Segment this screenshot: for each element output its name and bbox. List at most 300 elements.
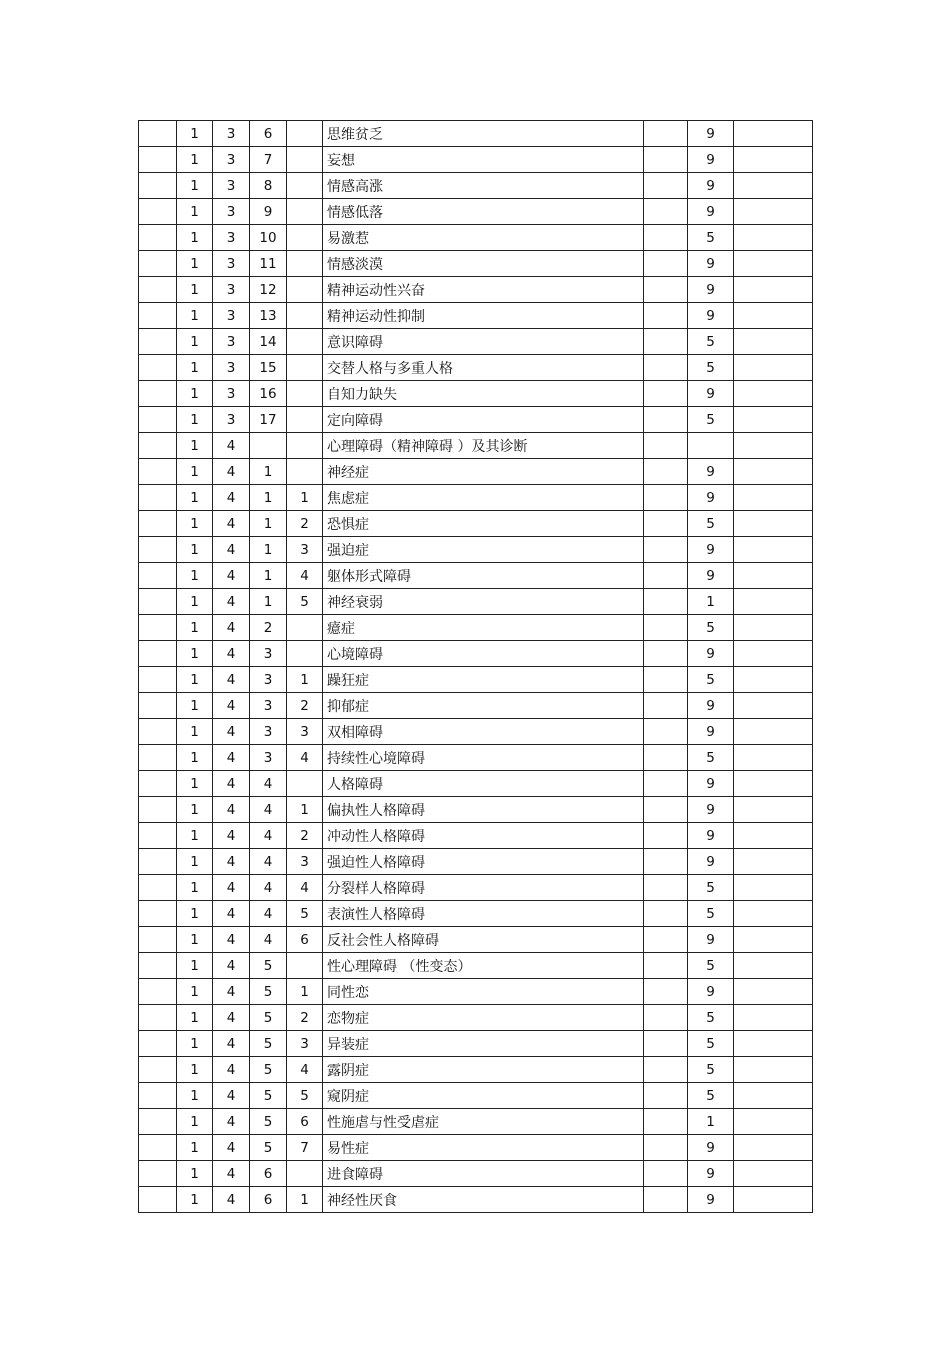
item-name-cell: 躯体形式障碍 (323, 563, 644, 589)
score-cell: 9 (688, 693, 734, 719)
item-name-cell: 强迫症 (323, 537, 644, 563)
level1-cell: 1 (177, 355, 213, 381)
level3-cell: 17 (250, 407, 287, 433)
blank-cell (644, 641, 688, 667)
blank-cell (734, 381, 813, 407)
blank-cell (644, 589, 688, 615)
level1-cell: 1 (177, 303, 213, 329)
blank-cell (139, 875, 177, 901)
level1-cell: 1 (177, 1057, 213, 1083)
blank-cell (644, 251, 688, 277)
score-cell: 9 (688, 303, 734, 329)
item-name-cell: 神经症 (323, 459, 644, 485)
level4-cell: 5 (287, 589, 323, 615)
level2-cell: 4 (213, 1005, 250, 1031)
level4-cell: 2 (287, 823, 323, 849)
score-cell: 5 (688, 875, 734, 901)
level3-cell: 2 (250, 615, 287, 641)
item-name-cell: 进食障碍 (323, 1161, 644, 1187)
level4-cell (287, 121, 323, 147)
item-name-cell: 窥阴症 (323, 1083, 644, 1109)
table-row (139, 1083, 813, 1109)
table-row (139, 693, 813, 719)
blank-cell (734, 459, 813, 485)
blank-cell (734, 693, 813, 719)
blank-cell (139, 1057, 177, 1083)
blank-cell (644, 1057, 688, 1083)
level1-cell: 1 (177, 485, 213, 511)
item-name-cell: 偏执性人格障碍 (323, 797, 644, 823)
level4-cell: 1 (287, 1187, 323, 1213)
level2-cell: 4 (213, 1109, 250, 1135)
blank-cell (734, 251, 813, 277)
blank-cell (139, 147, 177, 173)
level3-cell: 5 (250, 953, 287, 979)
level3-cell: 12 (250, 277, 287, 303)
blank-cell (734, 667, 813, 693)
table-row (139, 1187, 813, 1213)
blank-cell (644, 953, 688, 979)
blank-cell (139, 927, 177, 953)
level4-cell: 3 (287, 1031, 323, 1057)
score-cell: 5 (688, 953, 734, 979)
level3-cell: 5 (250, 979, 287, 1005)
level3-cell: 4 (250, 927, 287, 953)
item-name-cell: 焦虑症 (323, 485, 644, 511)
blank-cell (139, 901, 177, 927)
table-row (139, 1005, 813, 1031)
blank-cell (734, 1031, 813, 1057)
table-row (139, 797, 813, 823)
blank-cell (139, 251, 177, 277)
level2-cell: 4 (213, 433, 250, 459)
level4-cell: 5 (287, 1083, 323, 1109)
blank-cell (644, 1109, 688, 1135)
item-name-cell: 躁狂症 (323, 667, 644, 693)
table-row (139, 433, 813, 459)
blank-cell (734, 511, 813, 537)
item-name-cell: 精神运动性抑制 (323, 303, 644, 329)
level4-cell (287, 173, 323, 199)
level1-cell: 1 (177, 797, 213, 823)
level3-cell: 5 (250, 1083, 287, 1109)
table-row (139, 1057, 813, 1083)
level1-cell: 1 (177, 433, 213, 459)
blank-cell (734, 771, 813, 797)
level2-cell: 4 (213, 641, 250, 667)
level3-cell: 6 (250, 1161, 287, 1187)
item-name-cell: 心理障碍（精神障碍 ）及其诊断 (323, 433, 644, 459)
table-body (139, 121, 813, 1213)
item-name-cell: 露阴症 (323, 1057, 644, 1083)
item-name-cell: 恋物症 (323, 1005, 644, 1031)
blank-cell (734, 199, 813, 225)
score-cell: 9 (688, 147, 734, 173)
score-cell: 9 (688, 121, 734, 147)
blank-cell (644, 199, 688, 225)
level2-cell: 4 (213, 1187, 250, 1213)
table-row (139, 121, 813, 147)
table-row (139, 277, 813, 303)
level2-cell: 4 (213, 589, 250, 615)
level2-cell: 4 (213, 667, 250, 693)
level3-cell: 5 (250, 1109, 287, 1135)
level4-cell: 1 (287, 979, 323, 1005)
level4-cell (287, 225, 323, 251)
table-row (139, 459, 813, 485)
level1-cell: 1 (177, 953, 213, 979)
table-row (139, 381, 813, 407)
blank-cell (139, 641, 177, 667)
blank-cell (644, 355, 688, 381)
blank-cell (139, 355, 177, 381)
blank-cell (734, 641, 813, 667)
item-name-cell: 交替人格与多重人格 (323, 355, 644, 381)
blank-cell (644, 1005, 688, 1031)
item-name-cell: 自知力缺失 (323, 381, 644, 407)
level2-cell: 4 (213, 771, 250, 797)
blank-cell (644, 927, 688, 953)
level2-cell: 4 (213, 615, 250, 641)
blank-cell (644, 459, 688, 485)
level2-cell: 3 (213, 147, 250, 173)
blank-cell (734, 563, 813, 589)
blank-cell (734, 329, 813, 355)
blank-cell (644, 407, 688, 433)
level4-cell: 6 (287, 1109, 323, 1135)
table-row (139, 251, 813, 277)
table-row (139, 511, 813, 537)
table-row (139, 537, 813, 563)
item-name-cell: 情感淡漠 (323, 251, 644, 277)
blank-cell (139, 199, 177, 225)
item-name-cell: 性心理障碍 （性变态） (323, 953, 644, 979)
level1-cell: 1 (177, 329, 213, 355)
item-name-cell: 分裂样人格障碍 (323, 875, 644, 901)
blank-cell (644, 693, 688, 719)
blank-cell (734, 147, 813, 173)
level4-cell (287, 251, 323, 277)
level4-cell: 5 (287, 901, 323, 927)
level3-cell: 4 (250, 901, 287, 927)
level2-cell: 4 (213, 823, 250, 849)
blank-cell (139, 1135, 177, 1161)
level2-cell: 4 (213, 1057, 250, 1083)
score-cell: 9 (688, 979, 734, 1005)
score-cell: 5 (688, 901, 734, 927)
level3-cell: 1 (250, 589, 287, 615)
level2-cell: 4 (213, 459, 250, 485)
blank-cell (734, 901, 813, 927)
blank-cell (734, 745, 813, 771)
score-cell: 9 (688, 641, 734, 667)
score-cell: 5 (688, 1005, 734, 1031)
document-table (138, 120, 813, 1213)
blank-cell (644, 1135, 688, 1161)
item-name-cell: 恐惧症 (323, 511, 644, 537)
blank-cell (734, 485, 813, 511)
item-name-cell: 冲动性人格障碍 (323, 823, 644, 849)
level3-cell: 14 (250, 329, 287, 355)
blank-cell (734, 225, 813, 251)
score-cell: 9 (688, 563, 734, 589)
level3-cell: 6 (250, 121, 287, 147)
level1-cell: 1 (177, 1109, 213, 1135)
item-name-cell: 人格障碍 (323, 771, 644, 797)
level2-cell: 4 (213, 797, 250, 823)
level4-cell (287, 147, 323, 173)
blank-cell (734, 355, 813, 381)
score-cell: 5 (688, 667, 734, 693)
blank-cell (644, 511, 688, 537)
item-name-cell: 持续性心境障碍 (323, 745, 644, 771)
item-name-cell: 反社会性人格障碍 (323, 927, 644, 953)
score-cell: 9 (688, 849, 734, 875)
blank-cell (734, 615, 813, 641)
item-name-cell: 定向障碍 (323, 407, 644, 433)
table-row (139, 563, 813, 589)
blank-cell (644, 147, 688, 173)
level2-cell: 4 (213, 563, 250, 589)
blank-cell (644, 771, 688, 797)
level1-cell: 1 (177, 875, 213, 901)
level2-cell: 4 (213, 1083, 250, 1109)
blank-cell (644, 797, 688, 823)
blank-cell (734, 927, 813, 953)
blank-cell (644, 537, 688, 563)
level3-cell (250, 433, 287, 459)
level1-cell: 1 (177, 459, 213, 485)
blank-cell (734, 1005, 813, 1031)
blank-cell (644, 979, 688, 1005)
level4-cell: 4 (287, 563, 323, 589)
blank-cell (644, 719, 688, 745)
level2-cell: 3 (213, 329, 250, 355)
level2-cell: 4 (213, 1031, 250, 1057)
level3-cell: 4 (250, 771, 287, 797)
score-cell: 9 (688, 1187, 734, 1213)
score-cell: 5 (688, 511, 734, 537)
table-row (139, 329, 813, 355)
blank-cell (139, 303, 177, 329)
level4-cell: 7 (287, 1135, 323, 1161)
level2-cell: 4 (213, 901, 250, 927)
score-cell: 9 (688, 251, 734, 277)
level1-cell: 1 (177, 615, 213, 641)
table-row (139, 407, 813, 433)
level3-cell: 6 (250, 1187, 287, 1213)
score-cell: 5 (688, 329, 734, 355)
blank-cell (644, 277, 688, 303)
level2-cell: 3 (213, 277, 250, 303)
blank-cell (734, 849, 813, 875)
level4-cell (287, 1161, 323, 1187)
item-name-cell: 强迫性人格障碍 (323, 849, 644, 875)
level1-cell: 1 (177, 979, 213, 1005)
blank-cell (644, 875, 688, 901)
level4-cell (287, 433, 323, 459)
score-cell: 9 (688, 459, 734, 485)
blank-cell (734, 277, 813, 303)
level2-cell: 3 (213, 303, 250, 329)
table-row (139, 1161, 813, 1187)
level3-cell: 1 (250, 511, 287, 537)
level3-cell: 5 (250, 1135, 287, 1161)
level4-cell: 3 (287, 719, 323, 745)
level2-cell: 4 (213, 979, 250, 1005)
blank-cell (139, 433, 177, 459)
blank-cell (644, 667, 688, 693)
level3-cell: 10 (250, 225, 287, 251)
blank-cell (139, 329, 177, 355)
table-row (139, 927, 813, 953)
score-cell: 5 (688, 1031, 734, 1057)
table-row (139, 771, 813, 797)
level3-cell: 7 (250, 147, 287, 173)
score-cell: 9 (688, 199, 734, 225)
blank-cell (139, 1109, 177, 1135)
table-row (139, 173, 813, 199)
table-row (139, 615, 813, 641)
score-cell: 5 (688, 225, 734, 251)
level4-cell (287, 381, 323, 407)
score-cell: 5 (688, 407, 734, 433)
score-cell: 5 (688, 1083, 734, 1109)
level3-cell: 5 (250, 1057, 287, 1083)
table-row (139, 147, 813, 173)
blank-cell (644, 849, 688, 875)
score-cell (688, 433, 734, 459)
blank-cell (139, 589, 177, 615)
score-cell: 9 (688, 1161, 734, 1187)
score-cell: 9 (688, 485, 734, 511)
level1-cell: 1 (177, 641, 213, 667)
blank-cell (139, 797, 177, 823)
level3-cell: 3 (250, 641, 287, 667)
level1-cell: 1 (177, 1031, 213, 1057)
blank-cell (644, 303, 688, 329)
item-name-cell: 易激惹 (323, 225, 644, 251)
level4-cell: 1 (287, 797, 323, 823)
blank-cell (139, 459, 177, 485)
level3-cell: 9 (250, 199, 287, 225)
item-name-cell: 癔症 (323, 615, 644, 641)
level1-cell: 1 (177, 693, 213, 719)
table-row (139, 849, 813, 875)
level2-cell: 4 (213, 927, 250, 953)
table-row (139, 823, 813, 849)
blank-cell (139, 1187, 177, 1213)
blank-cell (644, 745, 688, 771)
blank-cell (734, 1083, 813, 1109)
level2-cell: 3 (213, 225, 250, 251)
item-name-cell: 性施虐与性受虐症 (323, 1109, 644, 1135)
level3-cell: 16 (250, 381, 287, 407)
blank-cell (644, 563, 688, 589)
level1-cell: 1 (177, 225, 213, 251)
blank-cell (644, 121, 688, 147)
blank-cell (734, 1057, 813, 1083)
table-row (139, 901, 813, 927)
score-cell: 5 (688, 1057, 734, 1083)
level2-cell: 4 (213, 485, 250, 511)
blank-cell (734, 173, 813, 199)
level4-cell: 1 (287, 667, 323, 693)
item-name-cell: 情感高涨 (323, 173, 644, 199)
item-name-cell: 抑郁症 (323, 693, 644, 719)
score-cell: 9 (688, 797, 734, 823)
level3-cell: 1 (250, 537, 287, 563)
blank-cell (139, 563, 177, 589)
level2-cell: 4 (213, 875, 250, 901)
blank-cell (139, 407, 177, 433)
blank-cell (734, 433, 813, 459)
blank-cell (734, 875, 813, 901)
level4-cell (287, 303, 323, 329)
blank-cell (139, 745, 177, 771)
level1-cell: 1 (177, 173, 213, 199)
blank-cell (734, 407, 813, 433)
level2-cell: 3 (213, 355, 250, 381)
item-name-cell: 心境障碍 (323, 641, 644, 667)
level2-cell: 3 (213, 407, 250, 433)
blank-cell (139, 849, 177, 875)
item-name-cell: 表演性人格障碍 (323, 901, 644, 927)
level1-cell: 1 (177, 1187, 213, 1213)
item-name-cell: 神经衰弱 (323, 589, 644, 615)
level1-cell: 1 (177, 1135, 213, 1161)
item-name-cell: 神经性厌食 (323, 1187, 644, 1213)
level3-cell: 3 (250, 667, 287, 693)
blank-cell (644, 1031, 688, 1057)
level1-cell: 1 (177, 745, 213, 771)
blank-cell (139, 485, 177, 511)
level3-cell: 11 (250, 251, 287, 277)
level2-cell: 4 (213, 1135, 250, 1161)
blank-cell (139, 1005, 177, 1031)
level2-cell: 3 (213, 199, 250, 225)
level3-cell: 1 (250, 485, 287, 511)
level4-cell: 1 (287, 485, 323, 511)
level1-cell: 1 (177, 901, 213, 927)
blank-cell (139, 121, 177, 147)
level3-cell: 5 (250, 1005, 287, 1031)
blank-cell (734, 823, 813, 849)
table-row (139, 719, 813, 745)
blank-cell (139, 667, 177, 693)
blank-cell (644, 1187, 688, 1213)
score-cell: 9 (688, 173, 734, 199)
blank-cell (139, 615, 177, 641)
blank-cell (734, 121, 813, 147)
level3-cell: 3 (250, 745, 287, 771)
table-row (139, 1031, 813, 1057)
table-row (139, 875, 813, 901)
level1-cell: 1 (177, 823, 213, 849)
item-name-cell: 同性恋 (323, 979, 644, 1005)
level4-cell (287, 355, 323, 381)
blank-cell (644, 1161, 688, 1187)
table-row (139, 589, 813, 615)
level4-cell (287, 329, 323, 355)
table-row (139, 745, 813, 771)
level1-cell: 1 (177, 277, 213, 303)
blank-cell (139, 953, 177, 979)
blank-cell (644, 485, 688, 511)
blank-cell (139, 1083, 177, 1109)
score-cell: 5 (688, 615, 734, 641)
item-name-cell: 异装症 (323, 1031, 644, 1057)
